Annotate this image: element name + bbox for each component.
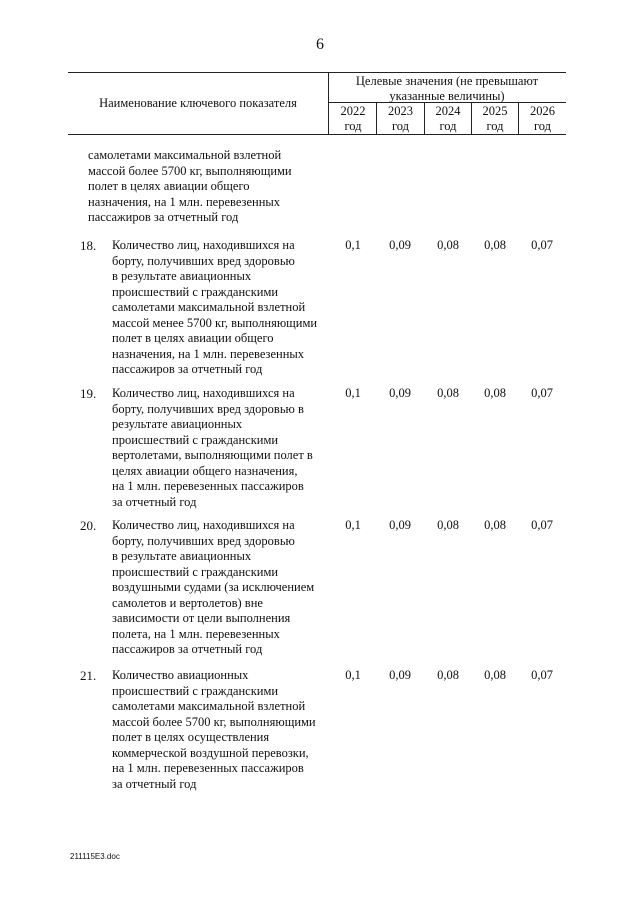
year-unit: год bbox=[533, 119, 552, 133]
value-2022: 0,1 bbox=[345, 518, 361, 532]
value-2024: 0,08 bbox=[437, 386, 459, 400]
row-number: 19. bbox=[80, 386, 97, 401]
indicator-column-header: Наименование ключевого показателя bbox=[99, 96, 297, 110]
indicator-description: Количество авиационных происшествий с гражданскими самолетами максимальной взлетной массой более 5700 кг, выполняющими полет в целях осуществления коммерческой воздушной перевозки, на 1 млн. перевезенных пассажиров за отчетный год bbox=[112, 668, 316, 791]
row-number: 21. bbox=[80, 668, 97, 683]
header-top-rule bbox=[68, 72, 566, 73]
value-2025: 0,08 bbox=[484, 668, 506, 682]
value-2023: 0,09 bbox=[389, 386, 411, 400]
value-2026: 0,07 bbox=[531, 386, 553, 400]
value-2024: 0,08 bbox=[437, 668, 459, 682]
value-2023: 0,09 bbox=[389, 518, 411, 532]
year-label: 2022 bbox=[340, 104, 366, 118]
value-2022: 0,1 bbox=[345, 386, 361, 400]
year-2024-header bbox=[425, 104, 471, 134]
year-2026-header bbox=[519, 104, 566, 134]
year-2023-header bbox=[377, 104, 424, 134]
indicator-description: Количество лиц, находившихся на борту, получивших вред здоровью в результате авиационных происшествий с гражданскими воздушными судами (за исключением самолетов и вертолетов) вне зависимости от цели выполнения полета, на 1 млн. перевезенных пассажиров за отчетный год bbox=[112, 518, 315, 656]
row-number: 18. bbox=[80, 238, 97, 253]
header-bottom-rule bbox=[68, 134, 566, 135]
document-filename: 211115E3.doc bbox=[70, 852, 120, 861]
year-2022-header bbox=[330, 104, 376, 134]
indicator-description: Количество лиц, находившихся на борту, получивших вред здоровью в результате авиационных происшествий с гражданскими самолетами максимальной взлетной массой менее 5700 кг, выполняющими полет в целях авиации общего назначения, на 1 млн. перевезенных пассажиров за отчетный год bbox=[112, 238, 318, 376]
value-2022: 0,1 bbox=[345, 238, 361, 252]
row-number: 20. bbox=[80, 518, 97, 533]
year-unit: год bbox=[439, 119, 457, 133]
value-2026: 0,07 bbox=[531, 668, 553, 682]
continuation-text: самолетами максимальной взлетной массой более 5700 кг, выполняющими полет в целях авиации общего назначения, на 1 млн. перевезенных пассажиров за отчетный год bbox=[88, 148, 292, 224]
header-divider-main bbox=[328, 72, 329, 134]
year-2025-header bbox=[472, 104, 518, 134]
value-2024: 0,08 bbox=[437, 518, 459, 532]
value-2026: 0,07 bbox=[531, 238, 553, 252]
year-label: 2025 bbox=[482, 104, 508, 118]
value-2022: 0,1 bbox=[345, 668, 361, 682]
value-2023: 0,09 bbox=[389, 668, 411, 682]
year-label: 2023 bbox=[388, 104, 413, 118]
year-label: 2024 bbox=[435, 104, 461, 118]
value-2024: 0,08 bbox=[437, 238, 459, 252]
year-label: 2026 bbox=[530, 104, 555, 118]
indicator-description: Количество лиц, находившихся на борту, получивших вред здоровью в результате авиационных происшествий с гражданскими вертолетами, выполняющими полет в целях авиации общего назначения, на 1 млн. перевезенных пассажиров за отчетный год bbox=[112, 386, 313, 509]
value-2025: 0,08 bbox=[484, 238, 506, 252]
value-2025: 0,08 bbox=[484, 386, 506, 400]
value-2023: 0,09 bbox=[389, 238, 411, 252]
year-unit: год bbox=[486, 119, 504, 133]
target-values-header: Целевые значения (не превышают указанные величины) bbox=[355, 74, 539, 103]
year-unit: год bbox=[344, 119, 362, 133]
page-number: 6 bbox=[316, 36, 324, 53]
value-2026: 0,07 bbox=[531, 518, 553, 532]
value-2025: 0,08 bbox=[484, 518, 506, 532]
year-unit: год bbox=[391, 119, 410, 133]
